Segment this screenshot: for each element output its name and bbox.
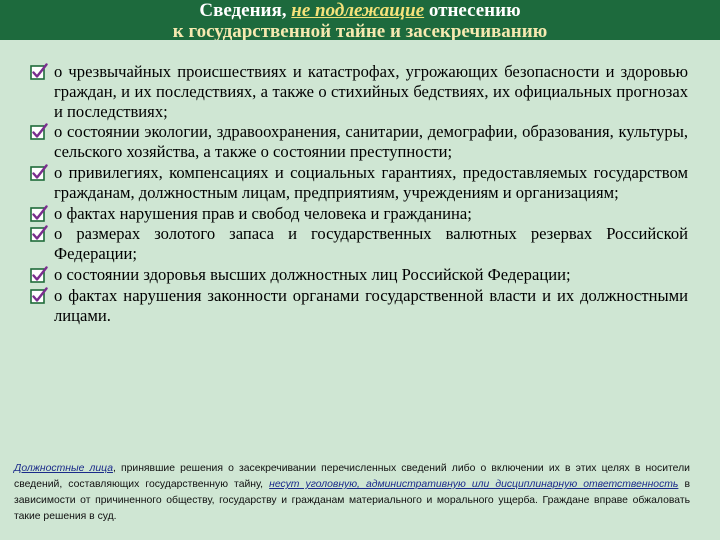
checked-box-icon (30, 164, 48, 182)
checked-box-icon (30, 123, 48, 141)
footnote-liability-term: несут уголовную, административную или дисциплинарную ответственность (269, 479, 679, 490)
footnote-text-2: в зависимости от причиненного обществу, государству и гражданам материального и морального ущерба. Граждане вправе обжаловать такие решения в суд. (14, 479, 690, 522)
list-item-text: о состоянии экологии, здравоохранения, санитарии, демографии, образования, культуры, сельского хозяйства, а также о состоянии преступности; (54, 122, 688, 162)
list-item-text: о размерах золотого запаса и государственных валютных резервах Российской Федерации; (54, 224, 688, 264)
checked-box-icon (30, 63, 48, 81)
checked-box-icon (30, 225, 48, 243)
list-item-text: о чрезвычайных происшествиях и катастрофах, угрожающих безопасности и здоровью граждан, и их последствиях, а также о стихийных бедствиях, их официальных прогнозах и последствиях; (54, 62, 688, 121)
footnote-officials-term: Должностные лица (14, 463, 113, 474)
title-text-before: Сведения, (199, 0, 292, 21)
list-item (30, 204, 688, 224)
list-item (30, 163, 688, 203)
title-line-1 (0, 1, 720, 20)
title-text-emphasis: не подлежащие (291, 0, 425, 21)
title-text-after: отнесению (424, 0, 521, 21)
list-item (30, 122, 688, 162)
list-item (30, 265, 688, 285)
title-line-2: к государственной тайне и засекречиванию (172, 21, 548, 40)
list-item-text: о привилегиях, компенсациях и социальных гарантиях, предоставляемых государством гражданам, должностным лицам, предприятиям, учреждениям и организациям; (54, 162, 688, 202)
list-item-text: о фактах нарушения законности органами государственной власти и их должностными лицами. (54, 285, 688, 325)
list-item (30, 224, 688, 264)
list-item (30, 62, 688, 121)
criteria-list (30, 62, 688, 326)
checked-box-icon (30, 205, 48, 223)
checked-box-icon (30, 266, 48, 284)
list-item-text: о фактах нарушения прав и свобод человека и гражданина; (54, 203, 472, 223)
list-item (30, 286, 688, 326)
checked-box-icon (30, 287, 48, 305)
list-item-text: о состоянии здоровья высших должностных лиц Российской Федерации; (54, 264, 571, 284)
title-bar (0, 0, 720, 40)
footnote-text-1: , принявшие решения о засекречивании перечисленных сведений либо о включении их в этих целях в носители сведений, составляющих государственную тайну, (14, 463, 690, 490)
footnote (14, 461, 690, 525)
